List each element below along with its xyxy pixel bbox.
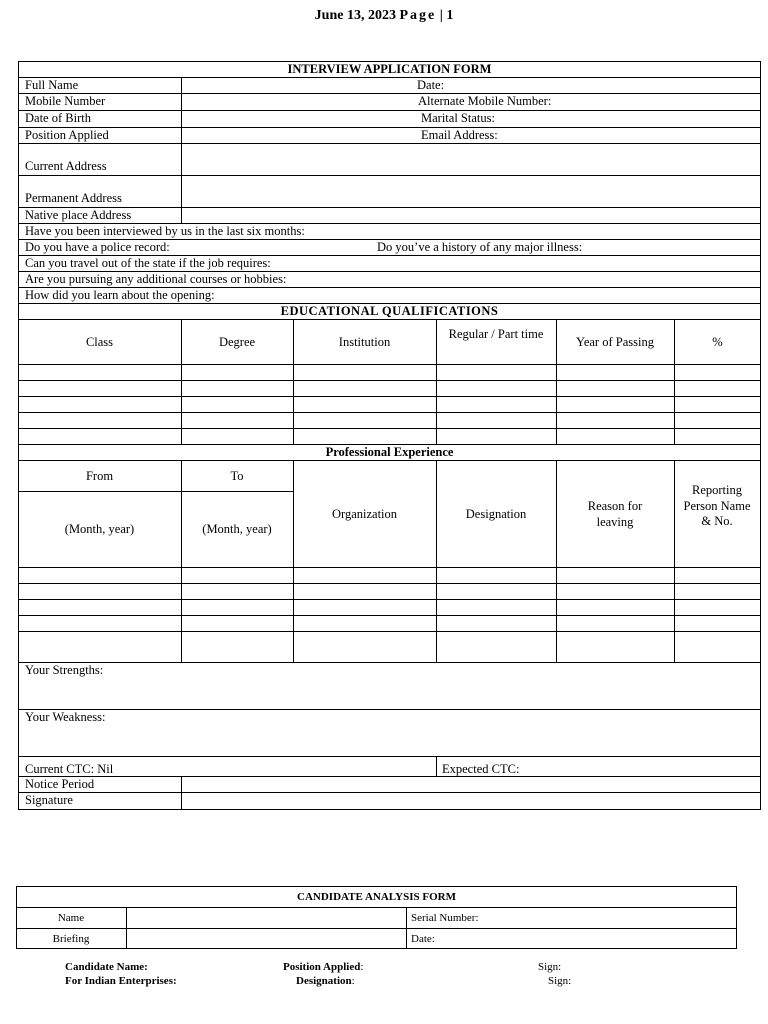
- divider: [436, 319, 437, 444]
- form-border: [18, 61, 761, 810]
- education-title: EDUCATIONAL QUALIFICATIONS: [280, 304, 499, 318]
- analysis-name-label: Name: [57, 912, 85, 924]
- dob-label: Date of Birth: [25, 111, 91, 125]
- strengths-label: Your Strengths:: [25, 663, 104, 677]
- divider: [18, 631, 761, 632]
- footer-candidate-name: Candidate Name:: [65, 961, 148, 973]
- expected-ctc-label: Expected CTC:: [442, 762, 520, 776]
- divider: [18, 364, 761, 365]
- divider: [18, 77, 761, 78]
- question-interviewed: Have you been interviewed by us in the last six months:: [25, 224, 305, 238]
- notice-period-label: Notice Period: [25, 777, 95, 791]
- marital-status-label: Marital Status:: [421, 111, 495, 125]
- divider: [18, 460, 761, 461]
- divider: [18, 599, 761, 600]
- divider: [556, 460, 557, 662]
- footer-colon: :: [351, 975, 355, 987]
- question-travel: Can you travel out of the state if the job requires:: [25, 256, 271, 270]
- divider: [293, 460, 294, 662]
- footer-sign-2: Sign:: [548, 975, 572, 987]
- education-col-percent: %: [712, 335, 723, 349]
- footer-position-applied: [283, 960, 363, 974]
- analysis-briefing-label: Briefing: [52, 933, 90, 945]
- divider: [674, 460, 675, 662]
- divider: [406, 907, 407, 949]
- divider: [18, 380, 761, 381]
- divider: [18, 175, 761, 176]
- analysis-title: CANDIDATE ANALYSIS FORM: [297, 891, 456, 903]
- question-police-record: Do you have a police record:: [25, 240, 170, 254]
- divider: [18, 491, 293, 492]
- header-page-number: 1: [446, 8, 454, 23]
- analysis-date-label: Date:: [411, 933, 435, 945]
- position-label: Position Applied: [25, 128, 109, 142]
- question-learn: How did you learn about the opening:: [25, 288, 215, 302]
- footer-indian-enterprises: For Indian Enterprises:: [65, 975, 177, 987]
- email-label: Email Address:: [421, 128, 498, 142]
- experience-col-designation: Designation: [465, 507, 527, 521]
- weakness-label: Your Weakness:: [25, 710, 106, 724]
- divider: [18, 428, 761, 429]
- divider: [181, 460, 182, 662]
- divider: [18, 709, 761, 710]
- footer-colon: :: [360, 961, 364, 973]
- divider: [18, 110, 761, 111]
- divider: [18, 792, 761, 793]
- divider: [18, 412, 761, 413]
- full-name-label: Full Name: [25, 78, 79, 92]
- divider: [18, 396, 761, 397]
- alt-mobile-label: Alternate Mobile Number:: [418, 94, 552, 108]
- divider: [18, 615, 761, 616]
- signature-label: Signature: [25, 793, 73, 807]
- divider: [18, 662, 761, 663]
- footer-position-applied-label: Position Applied: [283, 961, 361, 973]
- footer-designation-label: Designation: [296, 975, 352, 987]
- footer-designation: [296, 974, 355, 988]
- education-col-class: Class: [85, 335, 114, 349]
- current-ctc-label: Current CTC: Nil: [25, 762, 114, 776]
- education-col-institution: Institution: [338, 335, 391, 349]
- experience-col-reporting: Reporting Person Name & No.: [683, 483, 751, 528]
- current-address-label: Current Address: [25, 159, 107, 173]
- experience-col-reason: Reason for leaving: [587, 499, 643, 529]
- question-courses: Are you pursuing any additional courses or hobbies:: [25, 272, 287, 286]
- experience-col-from: From: [85, 469, 114, 483]
- question-illness: Do you’ve a history of any major illness:: [377, 240, 583, 254]
- divider: [181, 776, 182, 810]
- education-col-regular: Regular / Part time: [448, 327, 544, 341]
- education-col-degree: Degree: [218, 335, 256, 349]
- divider: [18, 93, 761, 94]
- divider: [18, 567, 761, 568]
- footer-sign-1: Sign:: [538, 961, 562, 973]
- divider: [18, 143, 761, 144]
- divider: [18, 583, 761, 584]
- divider: [18, 319, 761, 320]
- divider: [18, 776, 761, 777]
- divider: [126, 907, 127, 949]
- experience-col-to: To: [230, 469, 244, 483]
- education-col-year: Year of Passing: [576, 335, 654, 349]
- divider: [436, 460, 437, 662]
- experience-title: Professional Experience: [325, 445, 454, 459]
- divider: [436, 756, 437, 776]
- experience-to-month-year: (Month, year): [202, 522, 272, 536]
- analysis-serial-label: Serial Number:: [411, 912, 479, 924]
- page-header: June 13, 2023 Page | 1: [314, 8, 454, 23]
- divider: [18, 127, 761, 128]
- experience-from-month-year: (Month, year): [64, 522, 135, 536]
- form-title: INTERVIEW APPLICATION FORM: [287, 62, 492, 76]
- header-page-label: Page: [399, 8, 437, 23]
- divider: [16, 907, 737, 908]
- mobile-label: Mobile Number: [25, 94, 106, 108]
- divider: [18, 756, 761, 757]
- divider: [181, 77, 182, 223]
- divider: [16, 928, 737, 929]
- header-date: June 13, 2023: [314, 8, 396, 23]
- native-address-label: Native place Address: [25, 208, 132, 222]
- date-label: Date:: [417, 78, 445, 92]
- permanent-address-label: Permanent Address: [25, 191, 122, 205]
- experience-col-organization: Organization: [331, 507, 398, 521]
